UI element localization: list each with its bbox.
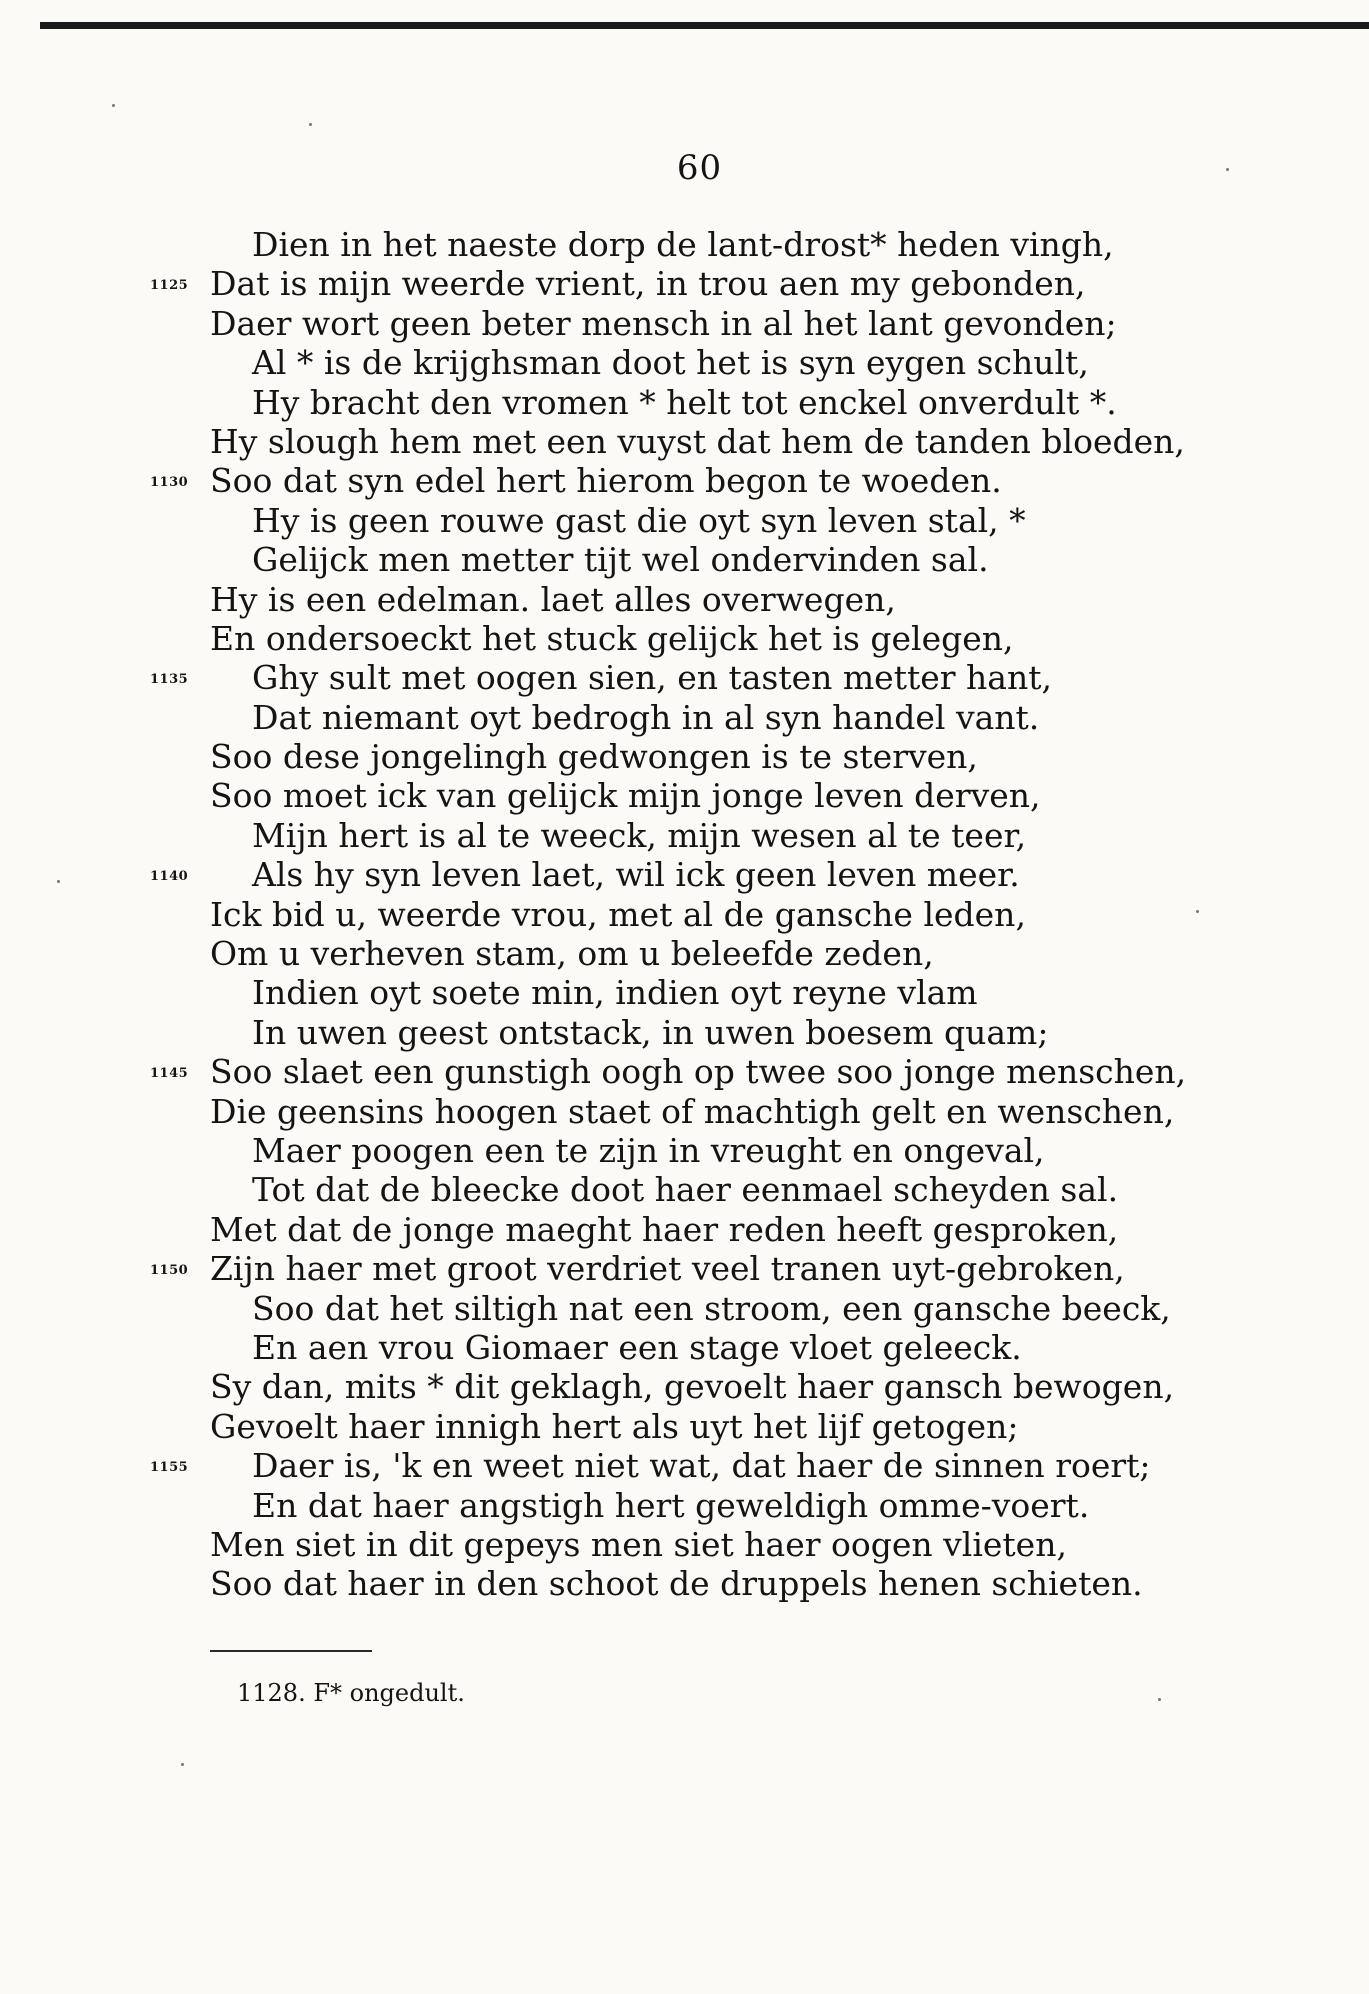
poem-line <box>0 1486 1369 1525</box>
poem-line <box>0 1564 1369 1603</box>
poem-line-text: Daer is, 'k en weet niet wat, dat haer de sinnen roert; <box>252 1446 1151 1486</box>
poem-line-text: Zijn haer met groot verdriet veel tranen uyt-gebroken, <box>210 1249 1125 1289</box>
poem-line-text: Hy slough hem met een vuyst dat hem de tanden bloeden, <box>210 421 1185 461</box>
poem-line-text: Die geensins hoogen staet of machtigh gelt en wenschen, <box>210 1091 1175 1131</box>
poem-line-text: Ick bid u, weerde vrou, met al de gansche leden, <box>210 894 1026 934</box>
paper-speck <box>181 1763 184 1766</box>
poem-line <box>0 1446 1369 1485</box>
poem-line <box>0 1289 1369 1328</box>
poem-line-text: En dat haer angstigh hert geweldigh omme-voert. <box>252 1485 1090 1525</box>
poem-line-text: Maer poogen een te zijn in vreught en ongeval, <box>252 1130 1045 1170</box>
line-number: 1135 <box>150 672 189 688</box>
line-number: 1155 <box>150 1460 189 1476</box>
poem-line-text: Hy is een edelman. laet alles overwegen, <box>210 579 896 619</box>
poem-line <box>0 1170 1369 1209</box>
poem-line-text: Daer wort geen beter mensch in al het lant gevonden; <box>210 303 1117 343</box>
poem-line-text: Gelijck men metter tijt wel ondervinden sal. <box>252 540 989 580</box>
poem-line-text: In uwen geest ontstack, in uwen boesem quam; <box>252 1012 1049 1052</box>
poem-line <box>0 1052 1369 1091</box>
poem-line-text: Soo moet ick van gelijck mijn jonge leven derven, <box>210 776 1041 816</box>
line-number: 1145 <box>150 1066 189 1082</box>
page-number: 60 <box>676 148 723 188</box>
poem-line <box>0 737 1369 776</box>
poem-line <box>0 1249 1369 1288</box>
poem-line-text: Soo slaet een gunstigh oogh op twee soo jonge menschen, <box>210 1052 1187 1092</box>
poem <box>0 225 1369 1604</box>
paper-speck <box>57 880 60 883</box>
poem-line <box>0 501 1369 540</box>
top-rule <box>40 22 1369 29</box>
poem-line <box>0 973 1369 1012</box>
poem-line-text: Dat is mijn weerde vrient, in trou aen my gebonden, <box>210 264 1086 304</box>
line-number: 1130 <box>150 475 189 491</box>
poem-line-text: Als hy syn leven laet, wil ick geen leven meer. <box>252 855 1020 895</box>
footnote-rule <box>210 1650 372 1652</box>
paper-speck <box>1226 168 1229 171</box>
poem-line-text: Met dat de jonge maeght haer reden heeft gesproken, <box>210 1209 1119 1249</box>
poem-line <box>0 343 1369 382</box>
paper-speck <box>1196 910 1199 913</box>
poem-line-text: Soo dat het siltigh nat een stroom, een gansche beeck, <box>252 1288 1171 1328</box>
poem-line-text: Hy is geen rouwe gast die oyt syn leven stal, * <box>252 500 1026 540</box>
poem-line <box>0 540 1369 579</box>
poem-line-text: Gevoelt haer innigh hert als uyt het lijf getogen; <box>210 1406 1019 1446</box>
poem-line <box>0 383 1369 422</box>
footnote: 1128. F* ongedult. <box>237 1679 465 1707</box>
poem-line <box>0 1131 1369 1170</box>
poem-line-text: Al * is de krijghsman doot het is syn eygen schult, <box>252 343 1089 383</box>
poem-line <box>0 934 1369 973</box>
line-number: 1140 <box>150 869 189 885</box>
poem-line <box>0 1525 1369 1564</box>
poem-line-text: Om u verheven stam, om u beleefde zeden, <box>210 934 934 974</box>
poem-line-text: Dien in het naeste dorp de lant-drost* heden vingh, <box>252 225 1114 264</box>
poem-line <box>0 1367 1369 1406</box>
poem-line-text: Mijn hert is al te weeck, mijn wesen al te teer, <box>252 815 1027 855</box>
poem-line <box>0 1210 1369 1249</box>
poem-line-text: Soo dese jongelingh gedwongen is te sterven, <box>210 737 978 777</box>
poem-line <box>0 776 1369 815</box>
poem-line-text: En ondersoeckt het stuck gelijck het is gelegen, <box>210 618 1014 658</box>
poem-line-text: Hy bracht den vromen * helt tot enckel onverdult *. <box>252 382 1117 422</box>
poem-line-text: En aen vrou Giomaer een stage vloet geleeck. <box>252 1327 1022 1367</box>
poem-line <box>0 461 1369 500</box>
poem-line-text: Soo dat haer in den schoot de druppels henen schieten. <box>210 1564 1143 1604</box>
line-number: 1150 <box>150 1263 189 1279</box>
paper-speck <box>309 123 312 126</box>
poem-line <box>0 422 1369 461</box>
poem-line <box>0 619 1369 658</box>
poem-line <box>0 895 1369 934</box>
poem-line <box>0 1407 1369 1446</box>
poem-line-text: Tot dat de bleecke doot haer eenmael scheyden sal. <box>252 1170 1119 1210</box>
poem-line <box>0 816 1369 855</box>
poem-line-text: Indien oyt soete min, indien oyt reyne vlam <box>252 973 978 1013</box>
poem-line <box>0 304 1369 343</box>
poem-line <box>0 225 1369 264</box>
poem-line-text: Ghy sult met oogen sien, en tasten metter hant, <box>252 658 1052 698</box>
paper-speck <box>1158 1698 1161 1701</box>
line-number: 1125 <box>150 278 189 294</box>
poem-line <box>0 580 1369 619</box>
poem-line-text: Soo dat syn edel hert hierom begon te woeden. <box>210 461 1002 501</box>
poem-line <box>0 658 1369 697</box>
paper-speck <box>112 104 115 107</box>
poem-line <box>0 855 1369 894</box>
poem-line-text: Dat niemant oyt bedrogh in al syn handel vant. <box>252 697 1040 737</box>
poem-line-text: Sy dan, mits * dit geklagh, gevoelt haer gansch bewogen, <box>210 1367 1175 1407</box>
poem-line <box>0 1328 1369 1367</box>
poem-line <box>0 1092 1369 1131</box>
poem-line <box>0 264 1369 303</box>
poem-line-text: Men siet in dit gepeys men siet haer oogen vlieten, <box>210 1524 1067 1564</box>
poem-line <box>0 698 1369 737</box>
poem-line <box>0 1013 1369 1052</box>
